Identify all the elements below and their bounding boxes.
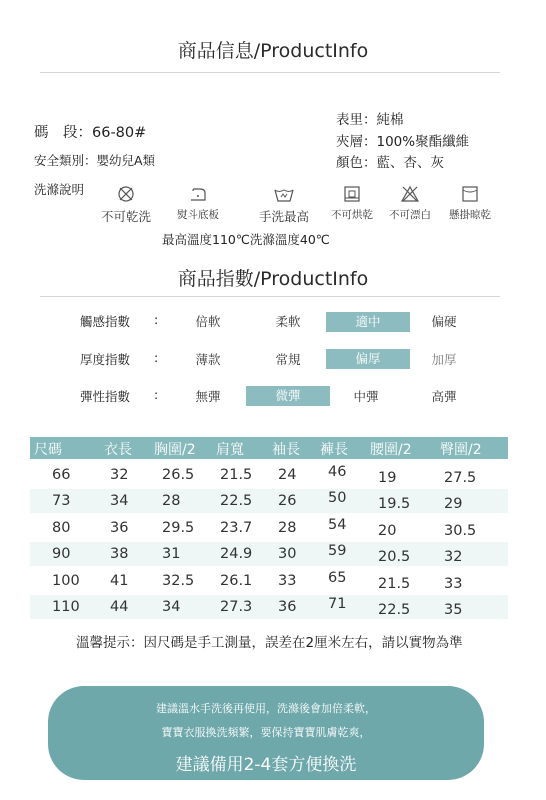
index-option: 中彈 xyxy=(353,389,379,404)
table-cell: 30.5 xyxy=(444,523,477,539)
wash-instructions-label: 洗滌說明 xyxy=(34,182,85,197)
care-label: 熨斗底板 xyxy=(177,209,219,221)
header-cell: 褲長 xyxy=(320,442,348,458)
color-options: 顏色：藍、杏、灰 xyxy=(336,155,444,171)
table-cell: 20.5 xyxy=(378,549,411,565)
table-cell: 54 xyxy=(328,517,347,533)
care-tip-banner xyxy=(48,686,484,780)
table-cell: 29.5 xyxy=(162,520,195,536)
table-cell: 65 xyxy=(328,570,347,586)
care-item xyxy=(166,184,230,222)
table-cell: 36 xyxy=(110,520,129,536)
banner-line: 寶寶衣服換洗頻繁，要保持寶寶肌膚乾爽， xyxy=(161,726,371,739)
safety-class: 安全類別：嬰幼兒A類 xyxy=(34,153,156,168)
table-cell: 31 xyxy=(162,546,181,562)
table-cell: 66 xyxy=(52,467,71,483)
table-row xyxy=(30,489,508,513)
index-colon: : xyxy=(154,312,159,327)
divider xyxy=(40,72,500,73)
index-option-selected: 微彈 xyxy=(246,386,330,406)
table-row xyxy=(30,463,508,487)
table-row xyxy=(30,569,508,593)
size-table-header xyxy=(30,437,508,459)
care-item xyxy=(252,184,316,225)
outer-material: 表里：純棉 xyxy=(336,112,404,128)
table-cell: 28 xyxy=(162,493,181,509)
header-cell: 袖長 xyxy=(272,442,300,458)
table-cell: 38 xyxy=(110,546,129,562)
table-cell: 90 xyxy=(52,546,71,562)
care-label: 不可乾洗 xyxy=(100,209,151,224)
header-cell: 臀圍/2 xyxy=(440,442,482,458)
care-item xyxy=(320,184,384,222)
table-cell: 26 xyxy=(278,493,297,509)
table-cell: 34 xyxy=(110,493,129,509)
size-note: 溫馨提示：因尺碼是手工測量，誤差在2厘米左右，請以實物為準 xyxy=(76,635,463,651)
table-cell: 80 xyxy=(52,520,71,536)
no-bleach-icon xyxy=(378,184,442,204)
table-cell: 28 xyxy=(278,520,297,536)
table-cell: 22.5 xyxy=(378,602,411,618)
header-cell: 衣長 xyxy=(104,442,132,458)
header-cell: 肩寬 xyxy=(216,442,244,458)
divider xyxy=(40,296,500,297)
table-cell: 20 xyxy=(378,523,397,539)
table-cell: 41 xyxy=(110,573,129,589)
care-item xyxy=(438,184,502,222)
index-label: 厚度指數 xyxy=(80,352,131,367)
table-cell: 21.5 xyxy=(378,576,411,592)
care-icons xyxy=(94,184,504,224)
index-option: 柔軟 xyxy=(275,314,301,329)
table-cell: 26.5 xyxy=(162,467,195,483)
no-tumble-dry-icon xyxy=(320,184,384,204)
care-label: 懸掛晾乾 xyxy=(449,209,491,221)
size-table xyxy=(30,437,508,623)
temperature-note: 最高溫度110℃洗滌溫度40℃ xyxy=(162,232,330,247)
table-cell: 110 xyxy=(52,599,80,615)
table-cell: 100 xyxy=(52,573,80,589)
banner-line: 建議溫水手洗後再使用，洗滌後會加倍柔軟， xyxy=(156,702,376,715)
table-cell: 24.9 xyxy=(220,546,253,562)
size-range: 碼 段：66-80# xyxy=(34,125,147,141)
inner-material: 夾層：100%聚酯纖維 xyxy=(336,134,470,150)
table-cell: 22.5 xyxy=(220,493,253,509)
banner-headline: 建議備用2-4套方便換洗 xyxy=(175,755,357,775)
table-cell: 34 xyxy=(162,599,181,615)
index-option: 倍軟 xyxy=(195,314,221,329)
index-option: 加厚 xyxy=(431,352,457,367)
index-table xyxy=(0,312,546,406)
table-cell: 32 xyxy=(444,549,463,565)
product-info-title: 商品信息/ProductInfo xyxy=(177,40,369,62)
index-option: 偏硬 xyxy=(431,314,457,329)
index-option: 無彈 xyxy=(195,389,221,404)
index-label: 觸感指數 xyxy=(80,314,131,329)
table-cell: 27.3 xyxy=(220,599,253,615)
no-dry-clean-icon xyxy=(94,184,158,204)
index-colon: : xyxy=(154,387,159,402)
table-cell: 44 xyxy=(110,599,129,615)
table-cell: 50 xyxy=(328,490,347,506)
table-cell: 21.5 xyxy=(220,467,253,483)
table-cell: 26.1 xyxy=(220,573,253,589)
index-colon: : xyxy=(154,350,159,365)
care-label: 不可漂白 xyxy=(389,209,431,221)
header-cell: 尺碼 xyxy=(34,442,62,458)
table-cell: 59 xyxy=(328,543,347,559)
table-cell: 32.5 xyxy=(162,573,195,589)
table-cell: 19.5 xyxy=(378,496,411,512)
index-option: 高彈 xyxy=(431,389,457,404)
table-cell: 35 xyxy=(444,602,463,618)
header-cell: 胸圍/2 xyxy=(154,442,196,458)
table-cell: 29 xyxy=(444,496,463,512)
hand-wash-icon xyxy=(252,184,316,204)
index-option-selected: 適中 xyxy=(326,312,410,332)
product-index-title: 商品指數/ProductInfo xyxy=(177,268,369,290)
care-item xyxy=(94,184,158,225)
iron-low-icon xyxy=(166,184,230,204)
table-cell: 71 xyxy=(328,596,347,612)
table-cell: 36 xyxy=(278,599,297,615)
care-label: 手洗最高 xyxy=(258,209,309,224)
index-option: 薄款 xyxy=(195,352,221,367)
table-cell: 30 xyxy=(278,546,297,562)
table-cell: 32 xyxy=(110,467,129,483)
table-cell: 19 xyxy=(378,470,397,486)
care-label: 不可烘乾 xyxy=(331,209,373,221)
table-row xyxy=(30,542,508,566)
index-option: 常規 xyxy=(275,352,301,367)
table-row xyxy=(30,516,508,540)
hang-dry-icon xyxy=(438,184,502,204)
table-cell: 27.5 xyxy=(444,470,477,486)
table-cell: 33 xyxy=(444,576,463,592)
table-row xyxy=(30,595,508,619)
table-cell: 73 xyxy=(52,493,71,509)
index-label: 彈性指數 xyxy=(80,389,131,404)
header-cell: 腰圍/2 xyxy=(370,442,412,458)
index-option-selected: 偏厚 xyxy=(326,349,410,369)
table-cell: 33 xyxy=(278,573,297,589)
table-cell: 23.7 xyxy=(220,520,253,536)
table-cell: 24 xyxy=(278,467,297,483)
care-item xyxy=(378,184,442,222)
table-cell: 46 xyxy=(328,464,347,480)
